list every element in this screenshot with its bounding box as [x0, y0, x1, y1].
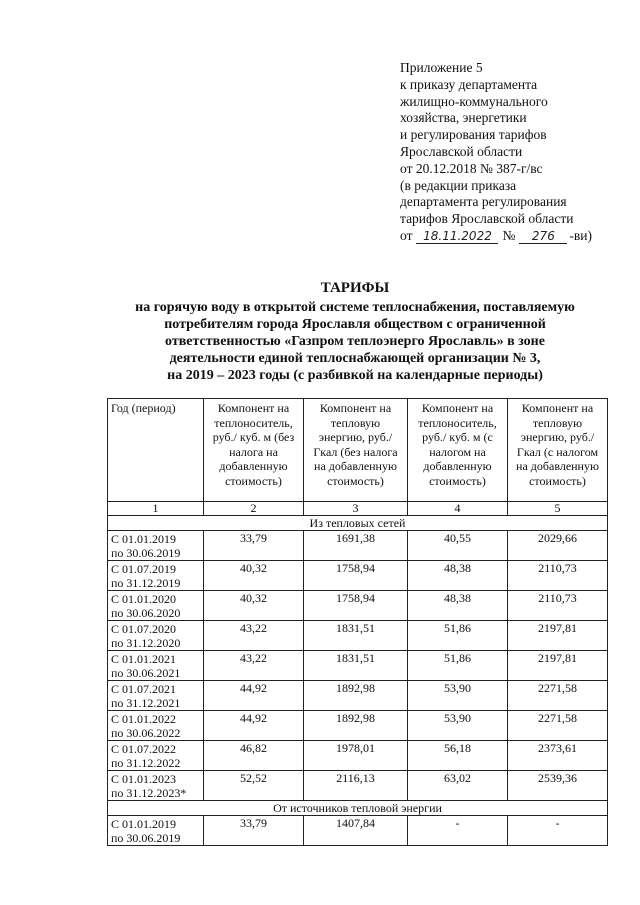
table-row [108, 681, 608, 711]
period-start: С 01.01.2022 [111, 711, 177, 726]
section-title: От источников тепловой энергии [108, 801, 608, 816]
tariff-value: 2116,13 [304, 771, 408, 801]
title-line: на 2019 – 2023 годы (с разбивкой на календарные периоды) [167, 368, 543, 383]
tariff-value: 1758,94 [304, 591, 408, 621]
period-cell [108, 771, 204, 801]
title-line: потребителям города Ярославля обществом с ограниченной [164, 317, 546, 332]
table-row [108, 591, 608, 621]
tariff-value: 2110,73 [508, 561, 608, 591]
column-number: 3 [304, 502, 408, 516]
period-start: С 01.07.2021 [111, 681, 177, 696]
tariff-value: 48,38 [408, 591, 508, 621]
period-end: по 30.06.2021 [111, 665, 181, 680]
header-coolant-excl-vat: Компонент на теплоноситель, руб./ куб. м (без налога на добавленную стоимость) [204, 399, 304, 502]
period-cell [108, 711, 204, 741]
tariff-value: 2029,66 [508, 531, 608, 561]
period-cell [108, 681, 204, 711]
column-number: 1 [108, 502, 204, 516]
document-title-block [100, 280, 610, 384]
period-end: по 31.12.2020 [111, 635, 181, 650]
tariff-value: 1758,94 [304, 561, 408, 591]
appendix-line: к приказу департамента [400, 76, 538, 92]
period-start: С 01.01.2023 [111, 771, 177, 786]
period-start: С 01.07.2022 [111, 741, 177, 756]
tariff-value: 1892,98 [304, 711, 408, 741]
appendix-line: (в редакции приказа [400, 177, 517, 193]
appendix-line: хозяйства, энергетики [400, 110, 527, 126]
table-row [108, 621, 608, 651]
period-cell [108, 741, 204, 771]
tariff-table [107, 398, 608, 846]
tariff-value: 1892,98 [304, 681, 408, 711]
number-label: № [502, 227, 516, 243]
tariff-value: 2110,73 [508, 591, 608, 621]
appendix-line: жилищно-коммунального [400, 93, 548, 109]
period-end: по 31.12.2023* [111, 785, 187, 800]
tariff-value: 40,32 [204, 561, 304, 591]
period-end: по 30.06.2020 [111, 605, 181, 620]
tariff-value: 1691,38 [304, 531, 408, 561]
header-period: Год (период) [108, 399, 204, 502]
period-cell [108, 561, 204, 591]
from-label: от [400, 227, 413, 243]
section-row-heat-networks [108, 516, 608, 531]
table-row [108, 816, 608, 846]
table-row [108, 531, 608, 561]
tariff-value: 53,90 [408, 711, 508, 741]
header-heat-incl-vat: Компонент на тепловую энергию, руб./Гкал (с налогом на добавленную стоимость) [508, 399, 608, 502]
tariff-value: 1978,01 [304, 741, 408, 771]
period-start: С 01.01.2019 [111, 531, 177, 546]
appendix-line: от 20.12.2018 № 387-г/вс [400, 160, 543, 176]
column-number: 4 [408, 502, 508, 516]
tariff-value: 33,79 [204, 531, 304, 561]
tariff-value: 2197,81 [508, 621, 608, 651]
tariff-value: 44,92 [204, 711, 304, 741]
tariff-value: 1831,51 [304, 651, 408, 681]
signature-line [400, 228, 635, 245]
table-row [108, 651, 608, 681]
number-suffix: -ви) [569, 227, 592, 243]
period-cell [108, 651, 204, 681]
tariff-value: 46,82 [204, 741, 304, 771]
tariff-value: 40,55 [408, 531, 508, 561]
column-number: 2 [204, 502, 304, 516]
header-heat-excl-vat: Компонент на тепловую энергию, руб./Гкал (без налога на добавленную стоимость) [304, 399, 408, 502]
title-line: ответственностью «Газпром теплоэнерго Ярославль» в зоне [165, 334, 545, 349]
section-row-heat-sources [108, 801, 608, 816]
table-row [108, 711, 608, 741]
period-start: С 01.01.2021 [111, 651, 177, 666]
handwritten-date: 18.11.2022 [416, 229, 498, 244]
appendix-block [400, 60, 635, 245]
title-line: деятельности единой теплоснабжающей организации № 3, [169, 351, 541, 366]
period-start: С 01.07.2019 [111, 561, 177, 576]
tariff-value: 56,18 [408, 741, 508, 771]
tariff-value: 63,02 [408, 771, 508, 801]
tariff-value: 33,79 [204, 816, 304, 846]
tariff-value: - [508, 816, 608, 846]
period-end: по 31.12.2022 [111, 755, 181, 770]
tariff-value: 2539,36 [508, 771, 608, 801]
column-numbers-row [108, 502, 608, 516]
table-row [108, 561, 608, 591]
tariff-value: 2271,58 [508, 711, 608, 741]
tariff-value: - [408, 816, 508, 846]
period-end: по 31.12.2019 [111, 575, 181, 590]
tariff-value: 43,22 [204, 651, 304, 681]
period-end: по 31.12.2021 [111, 695, 181, 710]
tariff-value: 1407,84 [304, 816, 408, 846]
appendix-line: Ярославской области [400, 143, 523, 159]
document-heading: ТАРИФЫ [320, 280, 390, 296]
period-start: С 01.07.2020 [111, 621, 177, 636]
tariff-value: 52,52 [204, 771, 304, 801]
period-cell [108, 621, 204, 651]
tariff-value: 51,86 [408, 651, 508, 681]
appendix-line: департамента регулирования [400, 194, 567, 210]
period-cell [108, 531, 204, 561]
tariff-value: 2197,81 [508, 651, 608, 681]
tariff-value: 2373,61 [508, 741, 608, 771]
tariff-value: 53,90 [408, 681, 508, 711]
tariff-value: 51,86 [408, 621, 508, 651]
column-number: 5 [508, 502, 608, 516]
tariff-value: 1831,51 [304, 621, 408, 651]
tariff-value: 2271,58 [508, 681, 608, 711]
appendix-line: тарифов Ярославской области [400, 211, 574, 227]
table-header-row [108, 399, 608, 502]
period-end: по 30.06.2019 [111, 830, 181, 845]
period-cell [108, 816, 204, 846]
section-title: Из тепловых сетей [108, 516, 608, 531]
appendix-line: Приложение 5 [400, 60, 483, 75]
period-end: по 30.06.2019 [111, 545, 181, 560]
title-line: на горячую воду в открытой системе теплоснабжения, поставляемую [135, 300, 575, 315]
period-start: С 01.01.2019 [111, 816, 177, 831]
appendix-line: и регулирования тарифов [400, 127, 547, 143]
period-start: С 01.01.2020 [111, 591, 177, 606]
tariff-value: 48,38 [408, 561, 508, 591]
header-coolant-incl-vat: Компонент на теплоноситель, руб./ куб. м (с налогом на добавленную стоимость) [408, 399, 508, 502]
tariff-value: 43,22 [204, 621, 304, 651]
period-end: по 30.06.2022 [111, 725, 181, 740]
table-row [108, 741, 608, 771]
handwritten-number: 276 [519, 229, 567, 244]
tariff-value: 44,92 [204, 681, 304, 711]
table-row [108, 771, 608, 801]
period-cell [108, 591, 204, 621]
tariff-value: 40,32 [204, 591, 304, 621]
